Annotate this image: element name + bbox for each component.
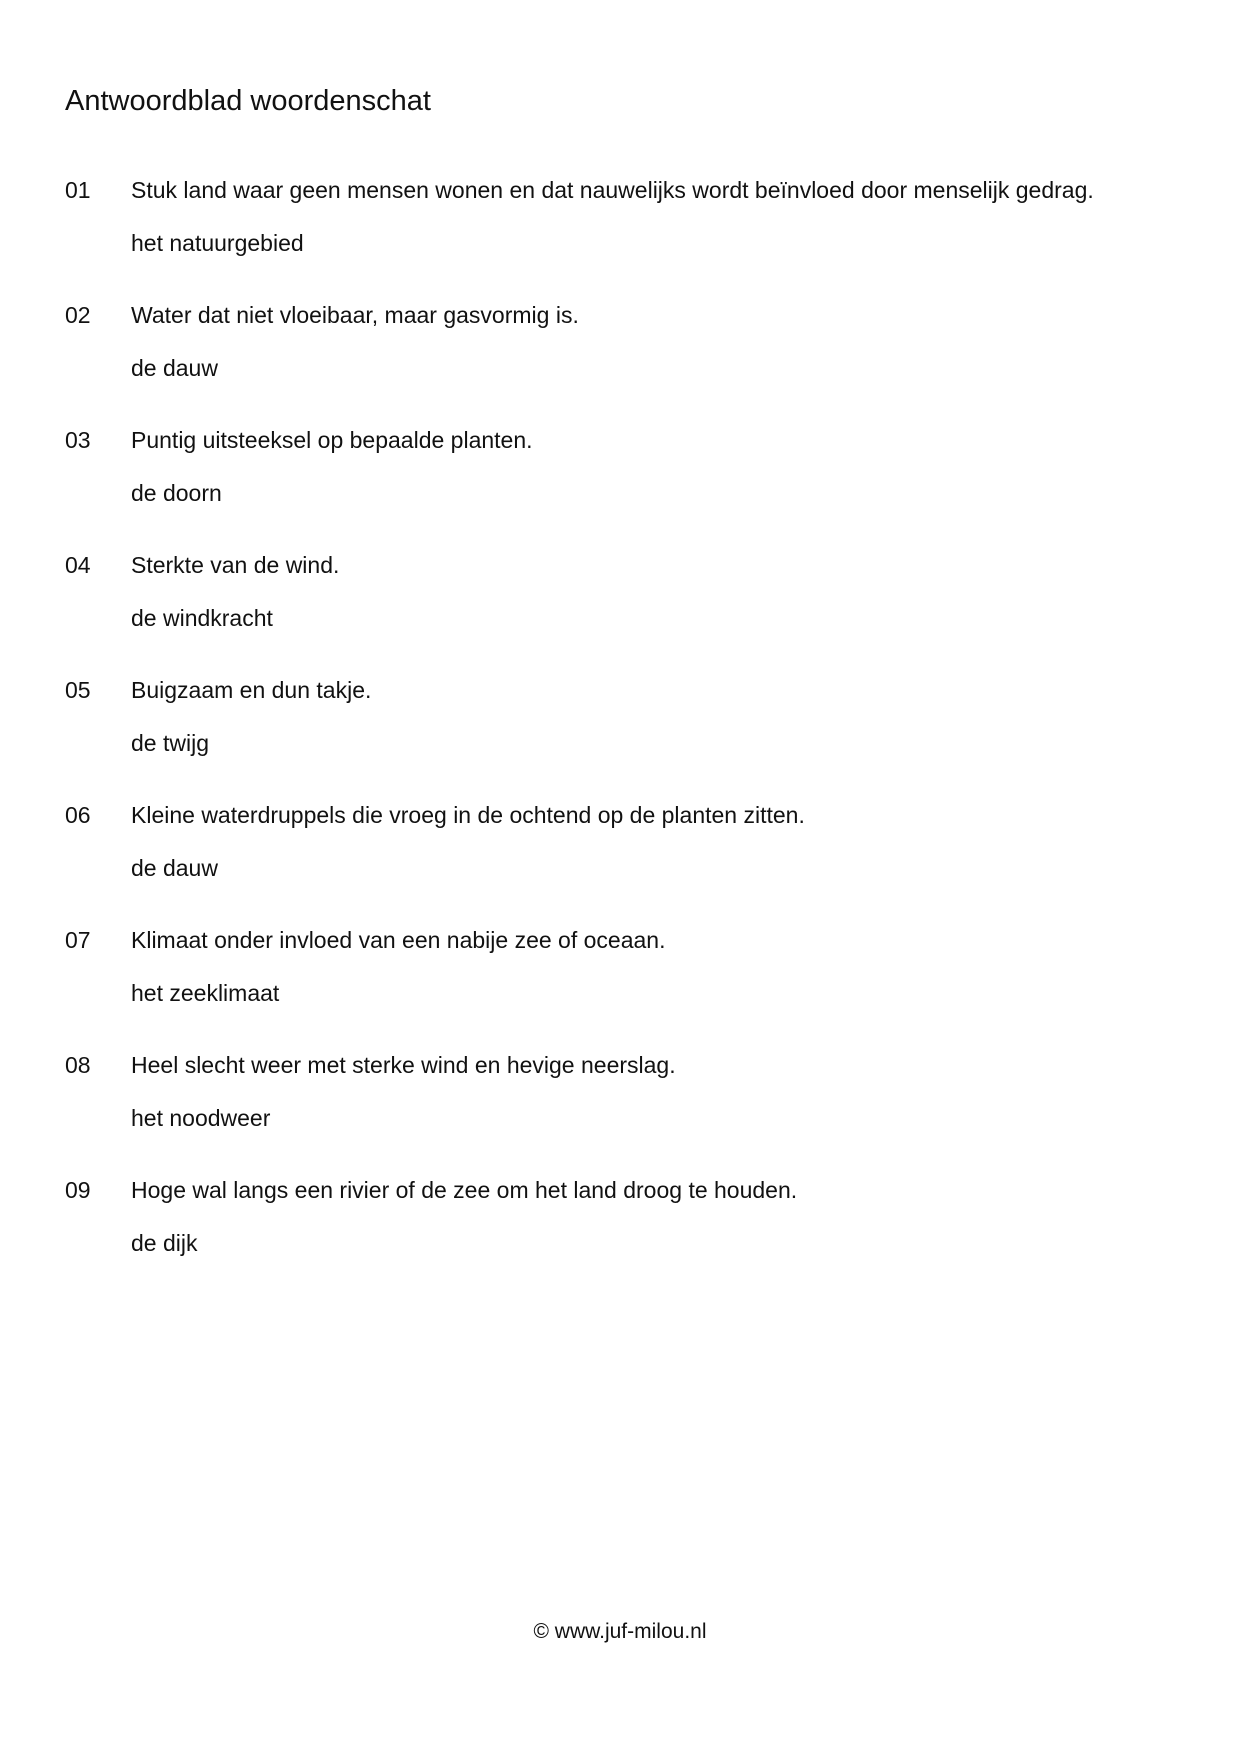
- item-number: 02: [65, 302, 91, 328]
- page-title: Antwoordblad woordenschat: [65, 85, 431, 117]
- item-number: 03: [65, 427, 91, 453]
- list-item: [65, 1175, 1175, 1300]
- item-question: Sterkte van de wind.: [131, 552, 340, 578]
- list-item: [65, 800, 1175, 925]
- item-answer: de dauw: [131, 355, 218, 381]
- item-number: 01: [65, 177, 91, 203]
- item-answer: de doorn: [131, 480, 222, 506]
- item-number: 05: [65, 677, 91, 703]
- item-number: 06: [65, 802, 91, 828]
- item-answer: het zeeklimaat: [131, 980, 280, 1006]
- item-question: Hoge wal langs een rivier of de zee om het land droog te houden.: [131, 1177, 798, 1203]
- list-item: [65, 300, 1175, 425]
- item-question: Buigzaam en dun takje.: [131, 677, 372, 703]
- list-item: [65, 425, 1175, 550]
- item-number: 04: [65, 552, 91, 578]
- copyright-footer: © www.juf-milou.nl: [533, 1620, 707, 1643]
- answer-list: [65, 175, 1175, 1300]
- list-item: [65, 675, 1175, 800]
- item-question: Klimaat onder invloed van een nabije zee of oceaan.: [131, 927, 666, 953]
- item-number: 09: [65, 1177, 91, 1203]
- item-question: Puntig uitsteeksel op bepaalde planten.: [131, 427, 533, 453]
- list-item: [65, 925, 1175, 1050]
- list-item: [65, 1050, 1175, 1175]
- item-answer: de twijg: [131, 730, 209, 756]
- item-number: 08: [65, 1052, 91, 1078]
- item-answer: de dijk: [131, 1230, 198, 1256]
- list-item: [65, 175, 1175, 300]
- item-question: Stuk land waar geen mensen wonen en dat nauwelijks wordt beïnvloed door menselijk gedrag.: [131, 177, 1094, 203]
- item-question: Heel slecht weer met sterke wind en hevige neerslag.: [131, 1052, 676, 1078]
- item-number: 07: [65, 927, 91, 953]
- item-answer: het noodweer: [131, 1105, 271, 1131]
- item-question: Water dat niet vloeibaar, maar gasvormig is.: [131, 302, 579, 328]
- item-question: Kleine waterdruppels die vroeg in de ochtend op de planten zitten.: [131, 802, 805, 828]
- item-answer: de windkracht: [131, 605, 273, 631]
- list-item: [65, 550, 1175, 675]
- item-answer: de dauw: [131, 855, 218, 881]
- item-answer: het natuurgebied: [131, 230, 304, 256]
